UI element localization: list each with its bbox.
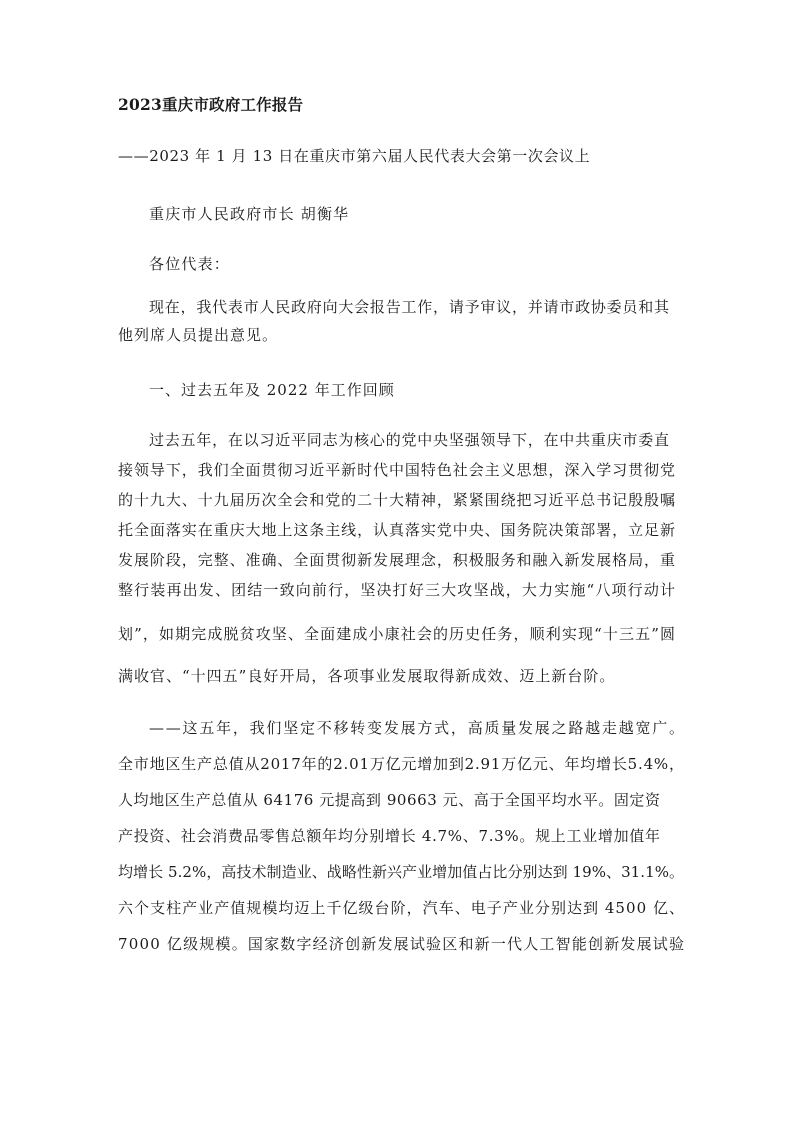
review-line: 划”，如期完成脱贫攻坚、全面建成小康社会的历史任务，顺利实现“十三五”圆	[118, 625, 677, 643]
growth-line: 产投资、社会消费品零售总额年均分别增长 4.7%、7.3%。规上工业增加值年	[118, 827, 661, 845]
growth-line: ——这五年，我们坚定不移转变发展方式，高质量发展之路越走越宽广。	[149, 719, 686, 737]
intro-paragraph	[118, 296, 678, 352]
section-heading: 一、过去五年及 2022 年工作回顾	[149, 381, 395, 399]
review-line: 接领导下，我们全面贯彻习近平新时代中国特色社会主义思想，深入学习贯彻党	[118, 461, 676, 479]
intro-line: 现在，我代表市人民政府向大会报告工作，请予审议，并请市政协委员和其	[149, 298, 670, 316]
growth-line: 人均地区生产总值从 64176 元提高到 90663 元、高于全国平均水平。固定资	[118, 791, 661, 809]
growth-line: 全市地区生产总值从2017年的2.01万亿元增加到2.91万亿元、年均增长5.4%，	[118, 755, 685, 773]
intro-line: 他列席人员提出意见。	[118, 326, 279, 344]
greeting: 各位代表：	[149, 255, 231, 273]
growth-line: 7000 亿级规模。国家数字经济创新发展试验区和新一代人工智能创新发展试验	[118, 935, 686, 953]
review-line: 过去五年，在以习近平同志为核心的党中央坚强领导下，在中共重庆市委直	[149, 431, 670, 449]
review-paragraph	[118, 429, 678, 695]
growth-line: 六个支柱产业产值规模均迈上千亿级台阶，汽车、电子产业分别达到 4500 亿、	[118, 899, 686, 917]
growth-paragraph	[118, 717, 688, 969]
review-line: 满收官、“十四五”良好开局，各项事业发展取得新成效、迈上新台阶。	[118, 667, 616, 685]
document-subtitle: ——2023 年 1 月 13 日在重庆市第六届人民代表大会第一次会议上	[118, 147, 591, 165]
review-line: 的十九大、十九届历次全会和党的二十大精神，紧紧围绕把习近平总书记殷殷嘱	[118, 491, 676, 509]
document-title: 2023重庆市政府工作报告	[118, 95, 304, 114]
growth-line: 均增长 5.2%，高技术制造业、战略性新兴产业增加值占比分别达到 19%、31.1%。	[118, 863, 685, 881]
author-line: 重庆市人民政府市长 胡衡华	[149, 205, 350, 223]
review-line: 托全面落实在重庆大地上这条主线，认真落实党中央、国务院决策部署，立足新	[118, 521, 676, 539]
review-line: 发展阶段，完整、准确、全面贯彻新发展理念，积极服务和融入新发展格局，重	[118, 551, 676, 569]
review-line: 整行装再出发、团结一致向前行，坚决打好三大攻坚战，大力实施“八项行动计	[118, 581, 677, 599]
